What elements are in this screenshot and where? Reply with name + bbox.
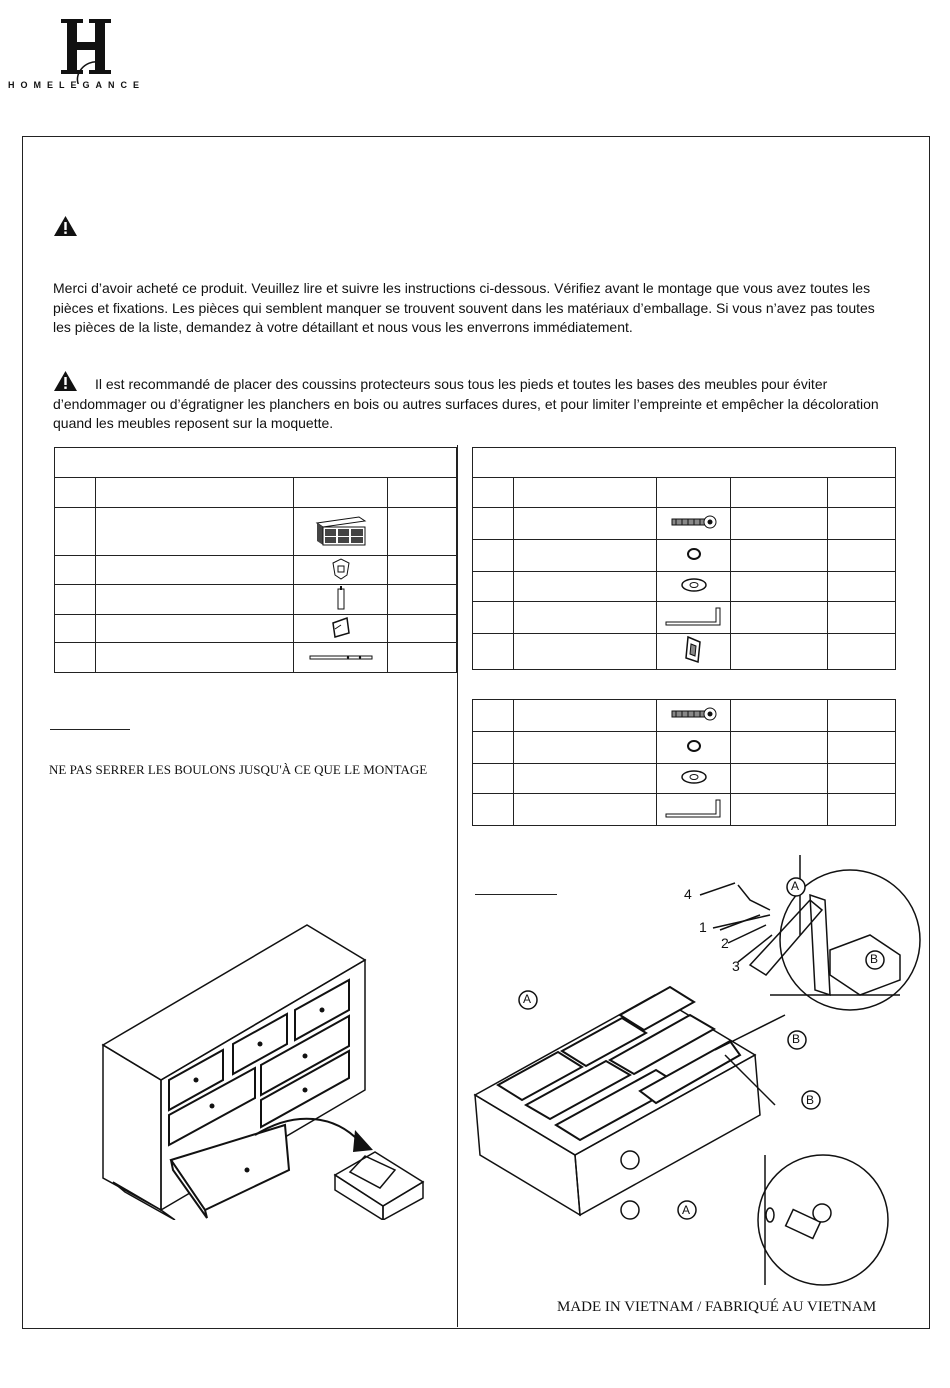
callout-4: 4 — [684, 886, 692, 902]
table-row — [55, 615, 457, 643]
column-divider — [457, 445, 458, 1327]
callout-b: B — [806, 1093, 815, 1107]
origin-label: MADE IN VIETNAM / FABRIQUÉ AU VIETNAM — [557, 1299, 877, 1315]
table-row — [473, 508, 896, 540]
bracket-icon — [329, 615, 353, 639]
table-row — [55, 556, 457, 585]
allen-key-icon — [664, 605, 724, 627]
warning-paragraph: Il est recommandé de placer des coussins protecteurs sous tous les pieds et toutes les bases des meubles pour éviter d’endommager ou d’égratigner les planchers en bois ou autres surfaces dures, et pour limiter l’empreinte et empêcher la décoloration quand les meubles reposent sur la moquette. — [53, 376, 879, 431]
post-icon — [335, 585, 347, 611]
assembly-note: NE PAS SERRER LES BOULONS JUSQU'À CE QUE LE MONTAGE — [49, 762, 428, 777]
rail-icon — [308, 652, 374, 662]
allen-key-icon — [664, 797, 724, 819]
dresser-icon — [313, 513, 369, 547]
bolt-icon — [670, 707, 718, 721]
hardware-table — [472, 447, 896, 670]
brand-logo-icon — [55, 14, 125, 84]
table-row — [473, 732, 896, 764]
table-row — [55, 508, 457, 556]
flat-washer-icon — [680, 577, 708, 593]
warning-icon — [53, 215, 78, 237]
callout-a: A — [523, 992, 532, 1006]
table-row — [473, 764, 896, 794]
intro-paragraph: Merci d’avoir acheté ce produit. Veuillez lire et suivre les instructions ci-dessous. Vérifiez avant le montage que vous avez toutes les pièces et fixations. Les pièces qui semblent manquer se trouvent souvent dans les matériaux d’emballage. Si vous n’avez pas toutes les pièces de la liste, demandez à votre détaillant et nous vous les enverrons immédiatement. — [53, 280, 875, 335]
callout-3: 3 — [732, 958, 740, 974]
table-row — [473, 634, 896, 670]
callout-a: A — [791, 879, 800, 893]
dresser-drawer-illustration — [95, 920, 435, 1220]
brand-wordmark: HOMELEGANCE — [8, 80, 146, 90]
bolt-icon — [670, 515, 718, 529]
table-row — [473, 794, 896, 826]
table-row — [473, 572, 896, 602]
table-row — [55, 643, 457, 673]
table-row — [473, 540, 896, 572]
callout-b: B — [792, 1032, 801, 1046]
clip-icon — [682, 634, 706, 666]
callout-1: 1 — [699, 919, 707, 935]
foot-block-icon — [330, 557, 352, 581]
callout-2: 2 — [721, 935, 729, 951]
parts-table — [54, 447, 457, 673]
table-row — [473, 700, 896, 732]
table-row — [473, 602, 896, 634]
lock-washer-icon — [686, 739, 702, 753]
lock-washer-icon — [686, 547, 702, 561]
table-row — [55, 585, 457, 615]
callout-b: B — [870, 952, 879, 966]
step-heading-underline — [50, 729, 130, 730]
hardware-table-secondary — [472, 699, 896, 826]
flat-washer-icon — [680, 769, 708, 785]
callout-a: A — [682, 1203, 691, 1217]
